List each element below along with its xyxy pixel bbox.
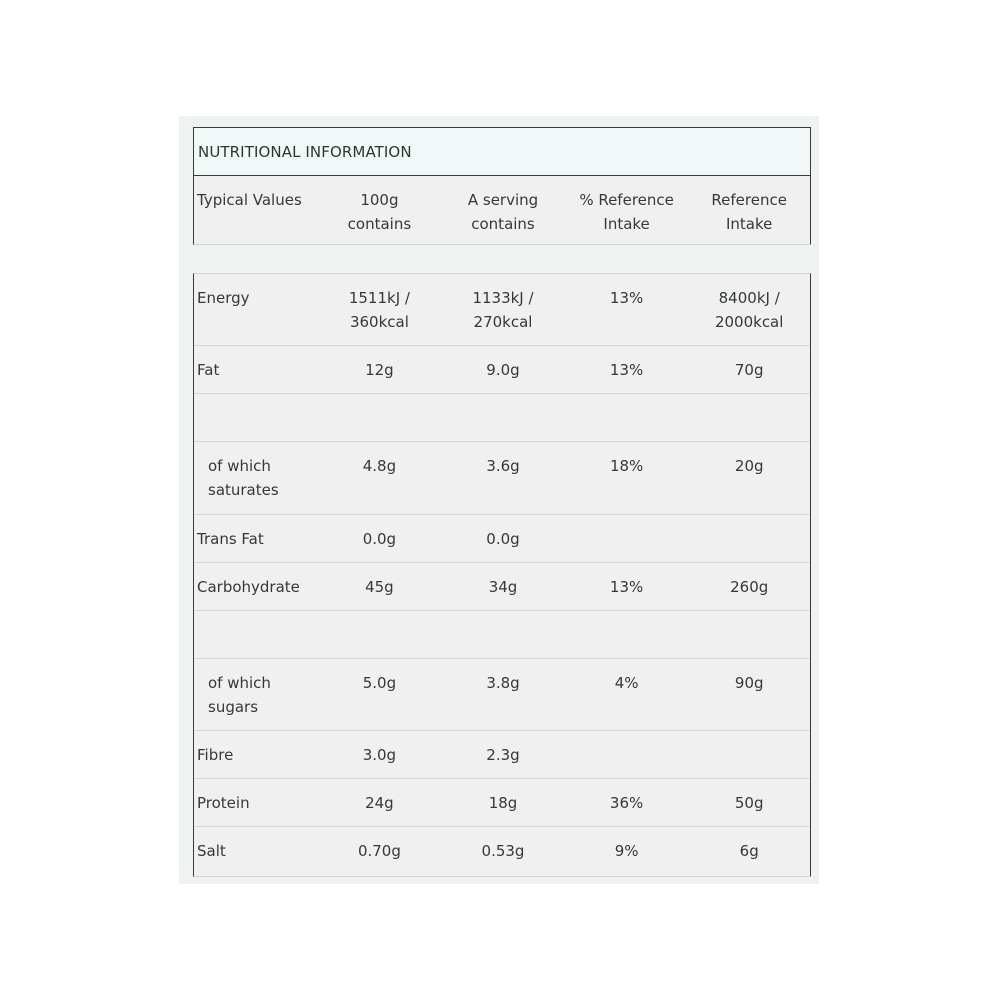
cell-reference-intake: 6g xyxy=(739,842,759,860)
row-label: Trans Fat xyxy=(197,530,264,548)
row-label: Fibre xyxy=(197,746,234,764)
table-row-protein xyxy=(194,779,810,827)
cell-reference-intake: 260g xyxy=(730,578,769,596)
cell-per-serving: 1133kJ / 270kcal xyxy=(472,289,534,331)
cell-percent-ri: 36% xyxy=(609,794,644,812)
cell-reference-intake: 50g xyxy=(734,794,764,812)
cell-percent-ri xyxy=(565,731,689,778)
cell-per-100g: 45g xyxy=(365,578,394,596)
table-row-fibre xyxy=(194,731,810,779)
table-section-divider xyxy=(179,248,819,262)
row-label xyxy=(194,611,318,658)
row-label xyxy=(194,394,318,441)
row-label: Fat xyxy=(197,361,220,379)
column-header-per-100g: 100g contains xyxy=(347,191,412,233)
cell-percent-ri xyxy=(565,515,689,562)
cell-per-serving: 0.0g xyxy=(486,530,520,548)
cell-per-100g: 0.70g xyxy=(357,842,401,860)
nutrition-table-header xyxy=(193,127,811,245)
cell-reference-intake xyxy=(688,611,810,658)
table-row-carbohydrate xyxy=(194,563,810,611)
cell-per-100g: 3.0g xyxy=(362,746,397,764)
cell-percent-ri: 18% xyxy=(609,457,644,475)
cell-per-serving: 3.8g xyxy=(486,674,520,692)
cell-percent-ri xyxy=(565,611,689,658)
table-row-empty xyxy=(194,394,810,442)
cell-percent-ri xyxy=(565,394,689,441)
row-label: Energy xyxy=(197,289,250,307)
cell-per-100g: 4.8g xyxy=(362,457,397,475)
column-header-row xyxy=(194,176,810,246)
cell-per-100g: 5.0g xyxy=(362,674,397,692)
cell-per-serving xyxy=(441,611,565,658)
row-label: Salt xyxy=(197,842,226,860)
cell-per-100g: 1511kJ / 360kcal xyxy=(348,289,410,331)
cell-per-serving: 3.6g xyxy=(486,457,520,475)
cell-percent-ri: 9% xyxy=(614,842,639,860)
table-row-salt xyxy=(194,827,810,876)
column-header-reference-intake: Reference Intake xyxy=(711,191,787,233)
cell-per-serving: 0.53g xyxy=(481,842,525,860)
column-header-typical-values: Typical Values xyxy=(197,191,302,209)
nutrition-table-body xyxy=(193,273,811,877)
cell-percent-ri: 13% xyxy=(609,578,644,596)
row-label: Carbohydrate xyxy=(197,578,300,596)
cell-per-100g xyxy=(318,611,442,658)
cell-per-serving: 18g xyxy=(488,794,518,812)
cell-per-100g xyxy=(318,394,442,441)
table-row-empty xyxy=(194,611,810,659)
cell-reference-intake: 90g xyxy=(734,674,764,692)
cell-reference-intake: 70g xyxy=(734,361,764,379)
cell-reference-intake xyxy=(688,731,810,778)
cell-percent-ri: 4% xyxy=(614,674,639,692)
table-row-saturates xyxy=(194,442,810,515)
row-label: Protein xyxy=(197,794,250,812)
cell-percent-ri: 13% xyxy=(609,289,644,307)
cell-per-serving xyxy=(441,394,565,441)
row-label: of which sugars xyxy=(208,674,271,716)
cell-per-100g: 12g xyxy=(365,361,394,379)
cell-reference-intake: 8400kJ / 2000kcal xyxy=(714,289,784,331)
cell-per-100g: 0.0g xyxy=(362,530,397,548)
cell-per-100g: 24g xyxy=(365,794,394,812)
cell-reference-intake xyxy=(688,394,810,441)
table-row-trans-fat xyxy=(194,515,810,563)
cell-per-serving: 34g xyxy=(488,578,518,596)
column-header-per-serving: A serving contains xyxy=(467,191,539,233)
table-row-energy xyxy=(194,274,810,346)
cell-percent-ri: 13% xyxy=(609,361,644,379)
table-title: NUTRITIONAL INFORMATION xyxy=(194,128,810,176)
cell-per-serving: 9.0g xyxy=(486,361,520,379)
column-header-percent-reference-intake: % Reference Intake xyxy=(579,191,674,233)
cell-reference-intake: 20g xyxy=(734,457,764,475)
table-row-sugars xyxy=(194,659,810,731)
cell-per-serving: 2.3g xyxy=(486,746,520,764)
row-label: of which saturates xyxy=(208,457,279,499)
cell-reference-intake xyxy=(688,515,810,562)
table-row-fat xyxy=(194,346,810,394)
